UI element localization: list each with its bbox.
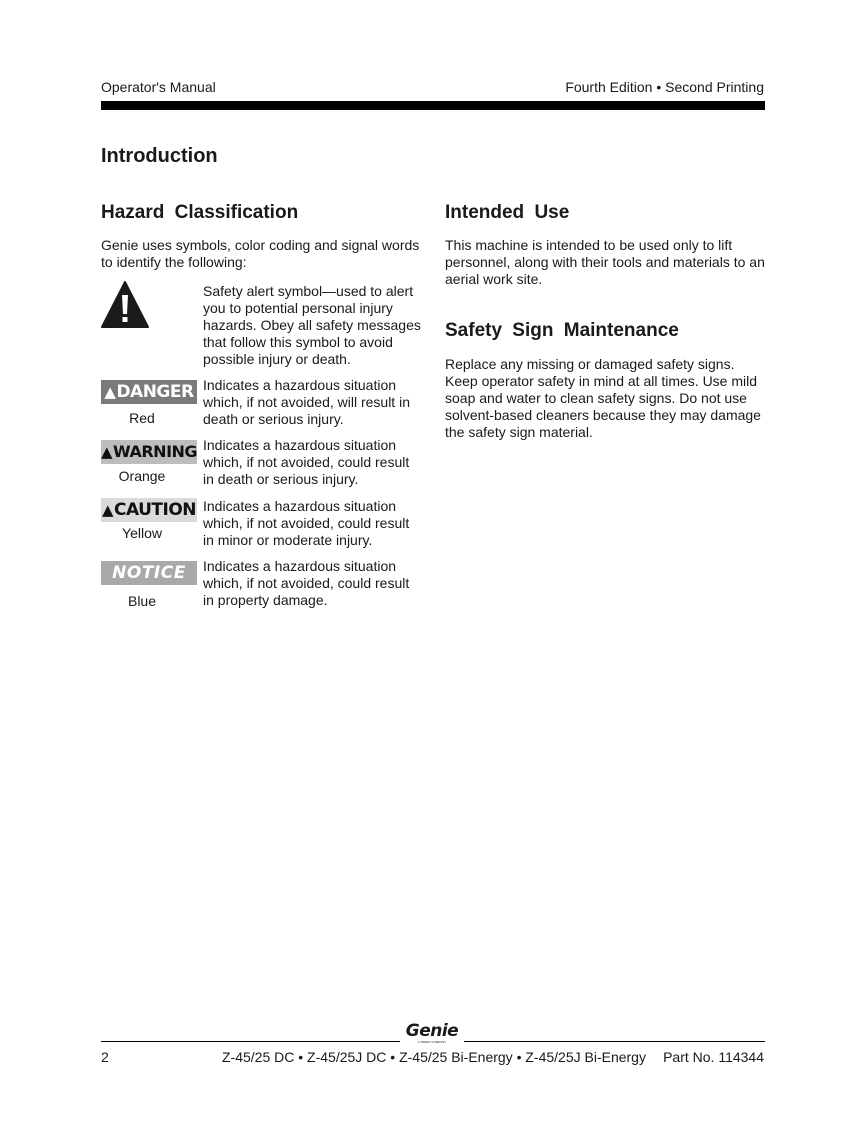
warning-triangle-icon: ▲ (104, 383, 116, 401)
danger-color-label: Red (129, 410, 155, 426)
danger-badge: ▲DANGER (101, 380, 197, 404)
header-rule (101, 101, 765, 110)
safety-alert-icon (101, 280, 149, 328)
genie-logo-subtitle: A TEREX COMPANY (417, 1040, 447, 1044)
notice-text: Indicates a hazardous situation which, if not avoided, could result in property damage. (203, 558, 410, 608)
warning-badge: ▲WARNING (101, 440, 197, 464)
page-title: Introduction (101, 145, 218, 167)
intended-use-heading: Intended Use (445, 202, 570, 223)
intended-use-text: This machine is intended to be used only to lift personnel, along with their tools and materials to an aerial work site. (445, 237, 765, 287)
maintenance-heading: Safety Sign Maintenance (445, 320, 679, 341)
hazard-intro: Genie uses symbols, color coding and signal words to identify the following: (101, 237, 420, 270)
alert-symbol-text: Safety alert symbol—used to alert you to potential personal injury hazards. Obey all safety messages that follow this symbol to avoid possible injury or death. (203, 283, 421, 367)
caution-badge: ▲CAUTION (101, 500, 197, 520)
header-manual-title: Operator's Manual (101, 79, 216, 95)
footer-rule-left (101, 1041, 400, 1042)
header-edition: Fourth Edition • Second Printing (565, 79, 764, 95)
caution-text: Indicates a hazardous situation which, if not avoided, could result in minor or moderate injury. (203, 498, 410, 548)
caution-color-label: Yellow (122, 525, 162, 541)
maintenance-text: Replace any missing or damaged safety signs. Keep operator safety in mind at all times. Use mild soap and water to clean safety signs. Do not use solvent-based cleaners because they may damage the safety sign material. (445, 356, 761, 440)
notice-badge: NOTICE (101, 561, 197, 585)
warning-text: Indicates a hazardous situation which, if not avoided, could result in death or serious injury. (203, 437, 410, 487)
hazard-heading: Hazard Classification (101, 202, 299, 223)
genie-logo: Genie (405, 1021, 459, 1041)
warning-triangle-icon: ▲ (101, 443, 113, 461)
warning-triangle-icon: ▲ (101, 501, 114, 519)
footer-part-number: Part No. 114344 (663, 1049, 764, 1065)
page-number: 2 (101, 1049, 109, 1065)
warning-color-label: Orange (118, 468, 166, 484)
danger-text: Indicates a hazardous situation which, if not avoided, will result in death or serious injury. (203, 377, 410, 427)
footer-rule-right (464, 1041, 765, 1042)
notice-color-label: Blue (127, 593, 157, 609)
footer-models: Z-45/25 DC • Z-45/25J DC • Z-45/25 Bi-Energy • Z-45/25J Bi-Energy (222, 1049, 646, 1065)
